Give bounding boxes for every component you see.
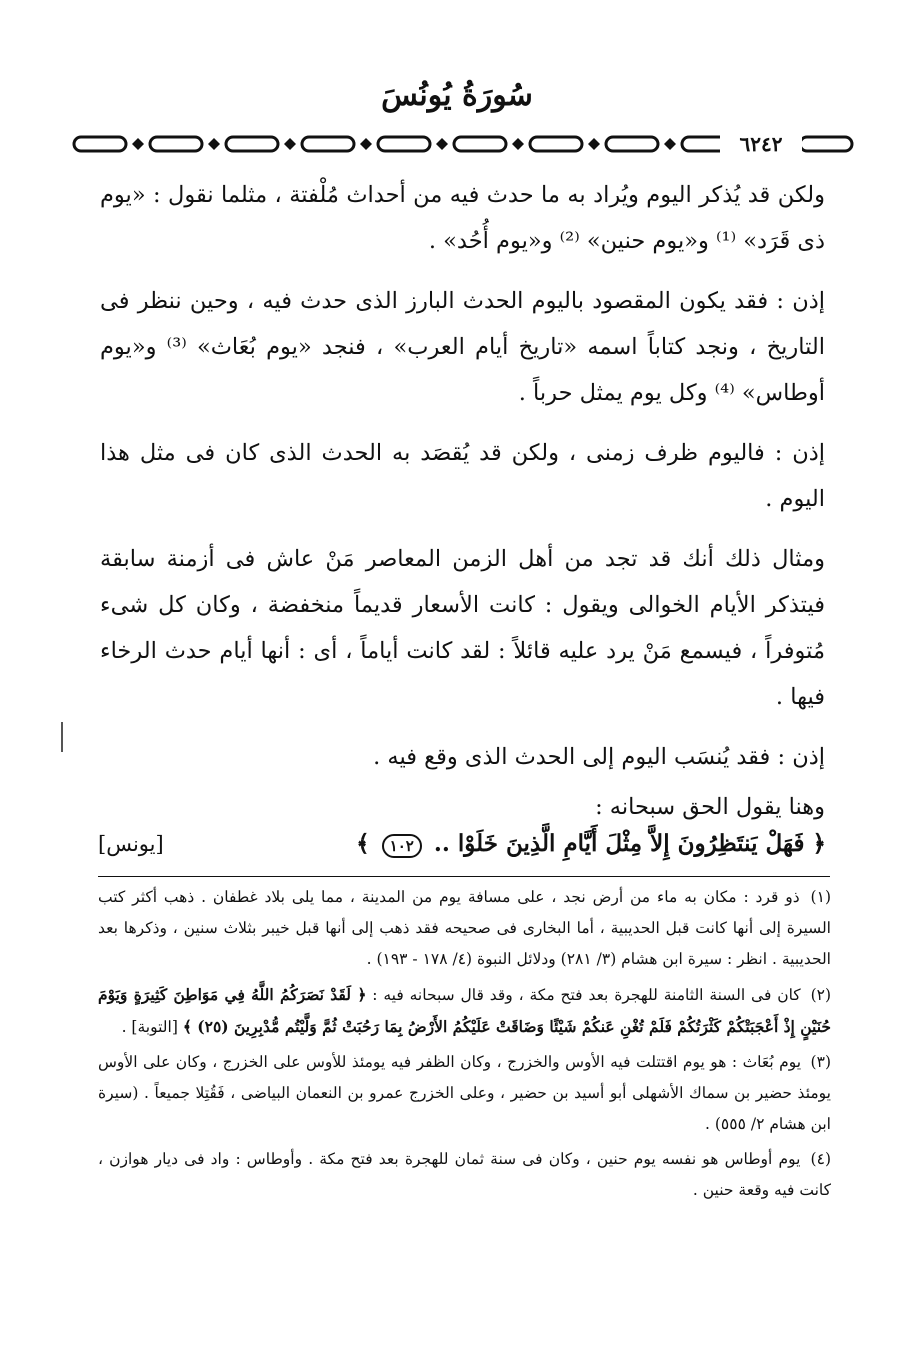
footnote-verse: ﴿ لَقَدْ نَصَرَكُمُ اللَّهُ فِي مَوَاطِنَ كَثِيرَةٍ وَيَوْمَ حُنَيْنٍ إِذْ أَعْجَبَتْكُمْ كَثْرَتُكُمْ فَلَمْ تُغْنِ عَنكُمْ شَيْئًا وَضَاقَتْ عَلَيْكُمُ الأَرْضُ بِمَا رَحُبَتْ ثُمَّ وَلَّيْتُم مُّدْبِرِينَ (٢٥) ﴾ <box>98 985 831 1036</box>
main-text <box>100 172 825 844</box>
paragraph-5: إذن : فقد يُنسَب اليوم إلى الحدث الذى وقع فيه . <box>373 744 825 770</box>
footnote-number: (٢) <box>810 986 832 1004</box>
footnote-number: (٣) <box>810 1053 831 1071</box>
verse-close-bracket: ﴾ <box>356 830 370 857</box>
surah-reference: [يونس] <box>98 832 164 856</box>
paragraph-6: وهنا يقول الحق سبحانه : <box>595 794 825 820</box>
paragraph-2: إذن : فقد يكون المقصود باليوم الحدث البارز الذى حدث فيه ، وحين ننظر فى التاريخ ، ونجد كتاباً اسمه «تاريخ أيام العرب» ، فنجد «يوم بُعَاث» ⁽³⁾ و«يوم أوطاس» ⁽⁴⁾ وكل يوم يمثل حرباً . <box>100 288 825 406</box>
footnote-text: يوم بُعَاث : هو يوم اقتتلت فيه الأوس والخزرج ، وكان الظفر فيه يومئذ للأوس على الخزرج ، وكان على الأوس يومئذ حضير بن سماك الأشهلى أبو أسيد بن حضير ، وعلى الخزرج عمرو بن النعمان البياضى ، فَقُتِلا جميعاً . (سيرة ابن هشام ٢/ ٥٥٥) . <box>98 1053 831 1133</box>
verse-text: فَهَلْ يَنتَظِرُونَ إِلاَّ مِثْلَ أَيَّامِ الَّذِينَ خَلَوْا .. <box>433 830 805 857</box>
footnote-divider <box>98 876 830 877</box>
footnote-1 <box>98 882 831 975</box>
footnote-verse-ref: [التوبة] . <box>121 1018 178 1036</box>
footnote-text: يوم أوطاس هو نفسه يوم حنين ، وكان فى سنة ثمان للهجرة بعد فتح مكة . وأوطاس : واد فى ديار هوازن ، كانت فيه وقعة حنين . <box>98 1150 831 1199</box>
paragraph-4: ومثال ذلك أنك قد تجد من أهل الزمن المعاصر مَنْ عاش فى أزمنة سابقة فيتذكر الأيام الخوالى ويقول : كانت الأسعار قديماً منخفضة ، وكان كل شىء مُتوفراً ، فيسمع مَنْ يرد عليه قائلاً : لقد كانت أياماً ، أى : أنها أيام حدث الرخاء فيها . <box>100 546 825 710</box>
footnote-number: (١) <box>810 888 831 906</box>
footnote-number: (٤) <box>810 1150 831 1168</box>
paragraph-1: ولكن قد يُذكر اليوم ويُراد به ما حدث فيه من أحداث مُلْفتة ، مثلما نقول : «يوم ذى قَرَد» ⁽¹⁾ و«يوم حنين» ⁽²⁾ و«يوم أُحُد» . <box>100 182 825 254</box>
footnote-2 <box>98 979 831 1043</box>
surah-title: سُورَةُ يُونُسَ <box>381 78 533 113</box>
ayah-number: ١٠٢ <box>382 834 422 858</box>
page-number: ٦٢٤٢ <box>720 131 802 157</box>
footnote-text: ذو قرد : مكان به ماء من أرض نجد ، على مسافة يوم من المدينة ، مما يلى بلاد غطفان . ذهب أكثر كتب السيرة إلى أنها كانت قبل الحديبية ، أما البخارى فى صحيحه فقد ذهب إلى أنها قبل خيبر بثلاث سنين ، وذكرها بعد الحديبية . انظر : سيرة ابن هشام (٣/ ٢٨١) ودلائل النبوة (٤/ ١٧٨ - ١٩٣) . <box>98 888 831 968</box>
footnote-4 <box>98 1144 831 1206</box>
quran-verse <box>98 824 826 864</box>
footnotes <box>98 882 831 1210</box>
footnote-text: كان فى السنة الثامنة للهجرة بعد فتح مكة ، وقد قال سبحانه فيه : <box>372 986 801 1004</box>
paragraph-3: إذن : فاليوم ظرف زمنى ، ولكن قد يُقصَد به الحدث الذى كان فى مثل هذا اليوم . <box>100 440 825 512</box>
verse-text-group <box>356 824 826 864</box>
verse-open-bracket: ﴿ <box>812 830 826 857</box>
footnote-3 <box>98 1047 831 1140</box>
margin-mark <box>61 722 63 752</box>
